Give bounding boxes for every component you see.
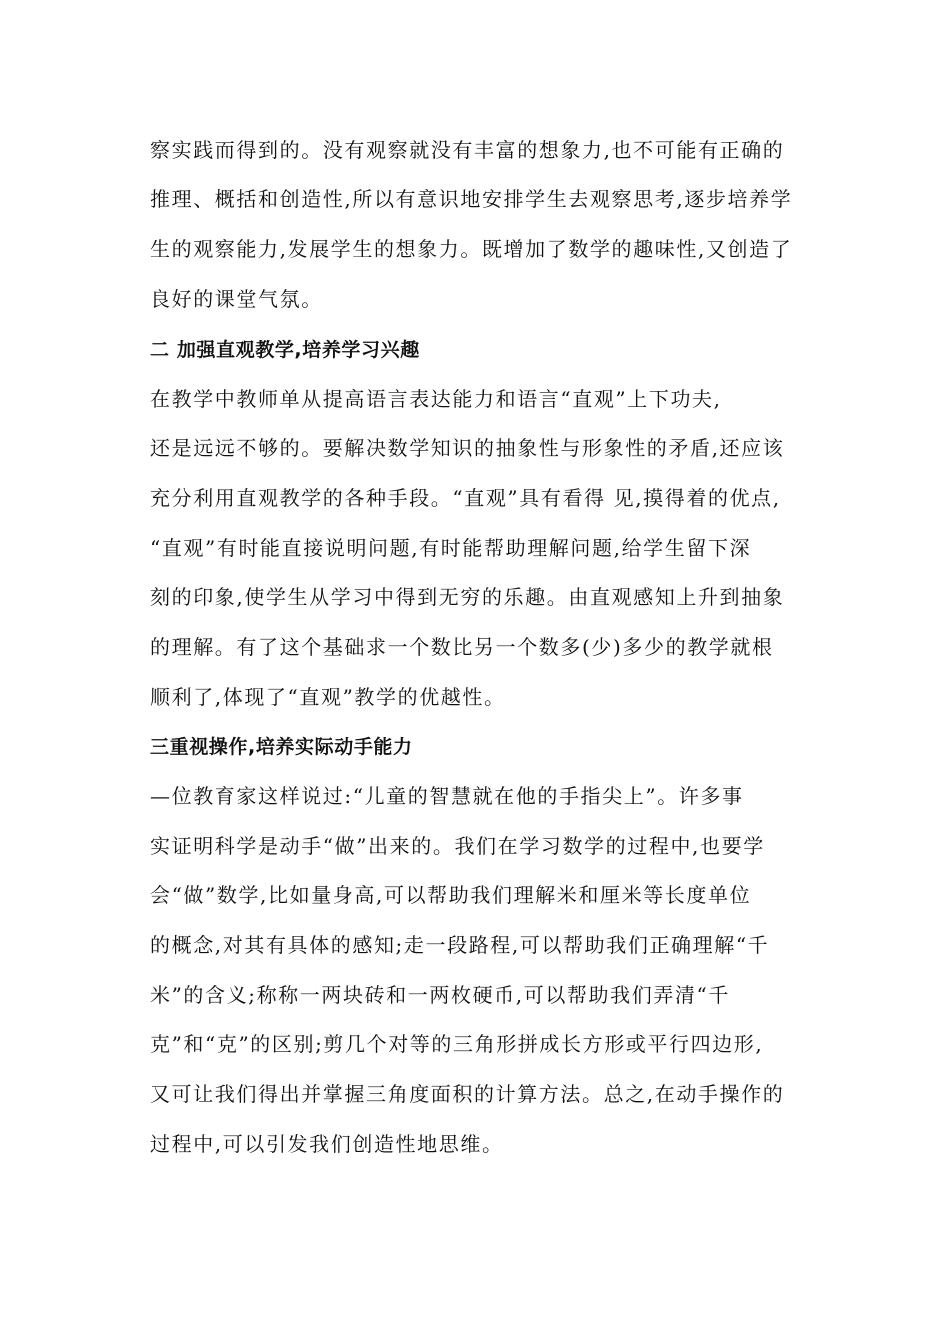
paragraph-1-line-4: 良好的课堂气氛。 — [150, 287, 323, 311]
paragraph-2-line-2: 还是远远不够的。要解决数学知识的抽象性与形象性的矛盾,还应该 — [150, 436, 785, 460]
paragraph-3-line-6: 克”和“克”的区别;剪几个对等的三角形拼成长方形或平行四边形, — [150, 1032, 764, 1056]
paragraph-2-line-5: 刻的印象,使学生从学习中得到无穷的乐趣。由直观感知上升到抽象 — [150, 585, 785, 609]
section-heading-3: 三重视操作,培养实际动手能力 — [150, 736, 413, 758]
paragraph-3-line-3: 会“做”数学,比如量身高,可以帮助我们理解米和厘米等长度单位 — [150, 883, 752, 907]
paragraph-2-line-6: 的理解。有了这个基础求一个数比另一个数多(少)多少的教学就根 — [150, 635, 774, 659]
section-heading-2: 二 加强直观教学,培养学习兴趣 — [150, 339, 420, 361]
paragraph-1-line-1: 察实践而得到的。没有观察就没有丰富的想象力,也不可能有正确的 — [150, 138, 785, 162]
paragraph-3-line-8: 过程中,可以引发我们创造性地思维。 — [150, 1132, 504, 1156]
paragraph-3-line-1: —位教育家这样说过:“儿童的智慧就在他的手指尖上”。许多事 — [150, 784, 744, 808]
paragraph-2-line-4: “直观”有时能直接说明问题,有时能帮助理解问题,给学生留下深 — [150, 536, 752, 560]
paragraph-3-line-7: 又可让我们得出并掌握三角度面积的计算方法。总之,在动手操作的 — [150, 1082, 785, 1106]
paragraph-1-line-3: 生的观察能力,发展学生的想象力。既增加了数学的趣味性,又创造了 — [150, 237, 793, 261]
paragraph-3-line-2: 实证明科学是动手“做”出来的。我们在学习数学的过程中,也要学 — [150, 834, 765, 858]
paragraph-1-line-2: 推理、概括和创造性,所以有意识地安排学生去观察思考,逐步培养学 — [150, 187, 793, 211]
paragraph-2-line-7: 顺利了,体现了“直观”教学的优越性。 — [150, 685, 506, 709]
paragraph-2-line-1: 在教学中教师单从提高语言表达能力和语言“直观”上下功夫, — [150, 387, 722, 411]
paragraph-3-line-5: 米”的含义;称称一两块砖和一两枚硬币,可以帮助我们弄清“千 — [150, 983, 730, 1007]
paragraph-3-line-4: 的概念,对其有具体的感知;走一段路程,可以帮助我们正确理解“千 — [150, 933, 770, 957]
paragraph-2-line-3: 充分利用直观教学的各种手段。“直观”具有看得 见,摸得着的优点, — [150, 486, 781, 510]
